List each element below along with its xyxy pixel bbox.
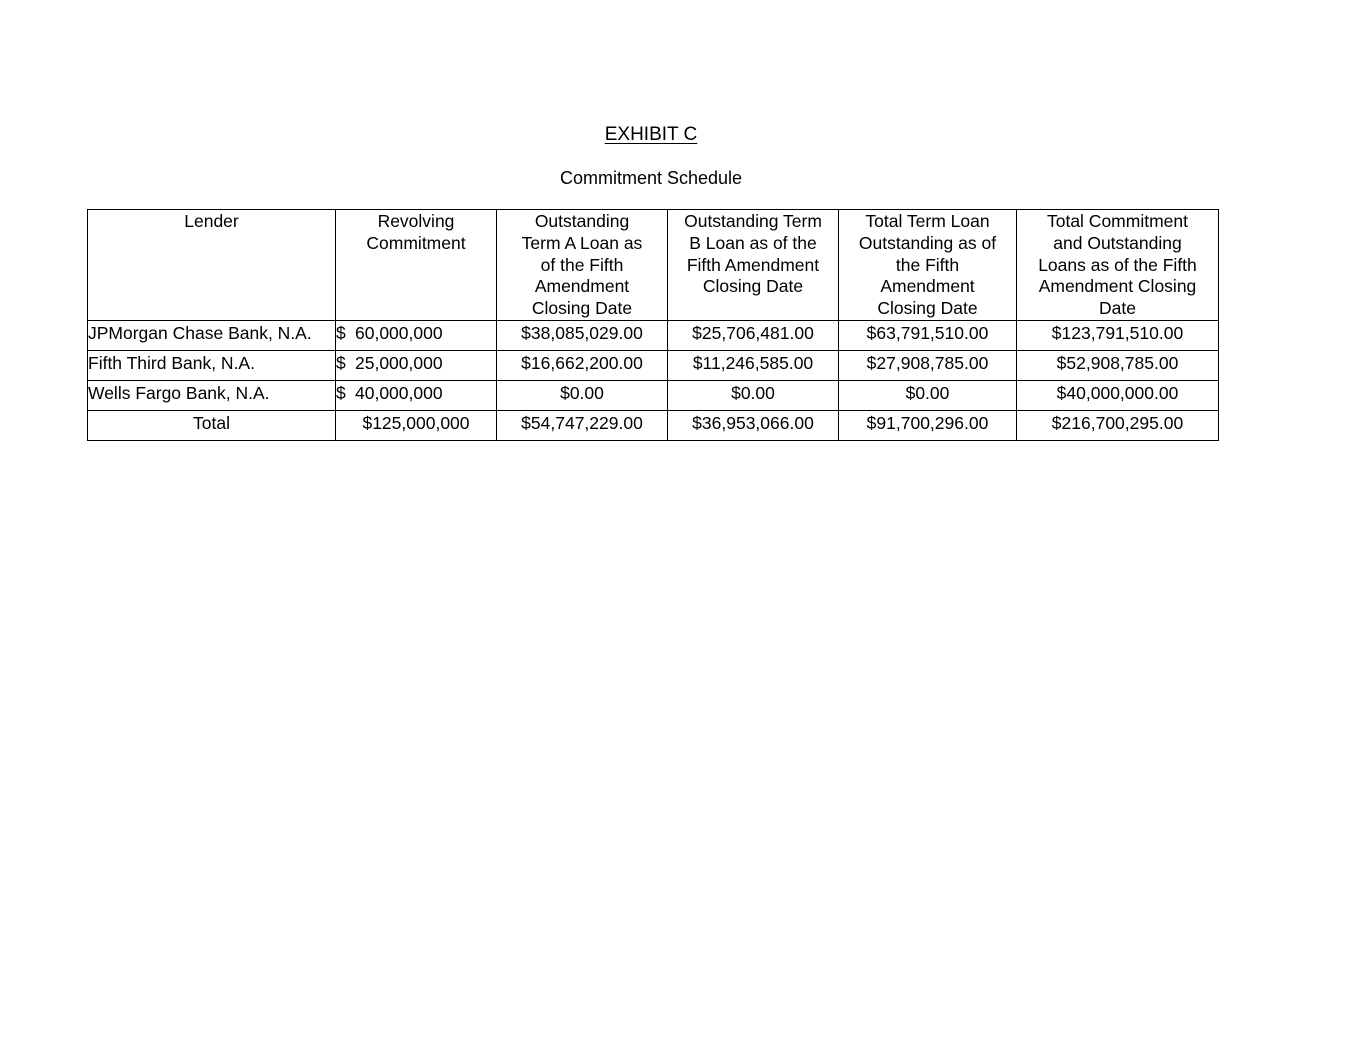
header-term-b-loan: Outstanding Term B Loan as of the Fifth Amendment Closing Date [668, 210, 839, 321]
term-b-outstanding: $25,706,481.00 [668, 320, 839, 350]
revolving-commitment: $ 60,000,000 [336, 320, 497, 350]
total-row [88, 410, 1219, 440]
table-row [88, 320, 1219, 350]
term-a-outstanding: $0.00 [497, 380, 668, 410]
total-revolving-commitment: $125,000,000 [336, 410, 497, 440]
total-term-outstanding: $0.00 [839, 380, 1017, 410]
header-total-commitment: Total Commitment and Outstanding Loans as of the Fifth Amendment Closing Date [1017, 210, 1219, 321]
total-commitment-outstanding: $123,791,510.00 [1017, 320, 1219, 350]
revolving-commitment: $ 25,000,000 [336, 350, 497, 380]
total-term-outstanding: $63,791,510.00 [839, 320, 1017, 350]
total-commitment-outstanding: $52,908,785.00 [1017, 350, 1219, 380]
commitment-schedule-table [87, 209, 1219, 441]
exhibit-title: EXHIBIT C [604, 124, 698, 145]
total-label: Total [88, 410, 336, 440]
header-term-a-loan: Outstanding Term A Loan as of the Fifth Amendment Closing Date [497, 210, 668, 321]
revolving-commitment: $ 40,000,000 [336, 380, 497, 410]
total-term-outstanding: $27,908,785.00 [839, 350, 1017, 380]
total-total-commitment: $216,700,295.00 [1017, 410, 1219, 440]
term-b-outstanding: $0.00 [668, 380, 839, 410]
table-header-row [88, 210, 1219, 321]
total-term-a: $54,747,229.00 [497, 410, 668, 440]
schedule-title: Commitment Schedule [559, 168, 743, 188]
total-term-b: $36,953,066.00 [668, 410, 839, 440]
header-total-term-loan: Total Term Loan Outstanding as of the Fifth Amendment Closing Date [839, 210, 1017, 321]
table-row [88, 350, 1219, 380]
header-lender: Lender [88, 210, 336, 321]
term-b-outstanding: $11,246,585.00 [668, 350, 839, 380]
total-commitment-outstanding: $40,000,000.00 [1017, 380, 1219, 410]
header-revolving-commitment: Revolving Commitment [336, 210, 497, 321]
lender-name: Fifth Third Bank, N.A. [88, 350, 336, 380]
lender-name: Wells Fargo Bank, N.A. [88, 380, 336, 410]
term-a-outstanding: $38,085,029.00 [497, 320, 668, 350]
term-a-outstanding: $16,662,200.00 [497, 350, 668, 380]
lender-name: JPMorgan Chase Bank, N.A. [88, 320, 336, 350]
table-row [88, 380, 1219, 410]
total-total-term: $91,700,296.00 [839, 410, 1017, 440]
